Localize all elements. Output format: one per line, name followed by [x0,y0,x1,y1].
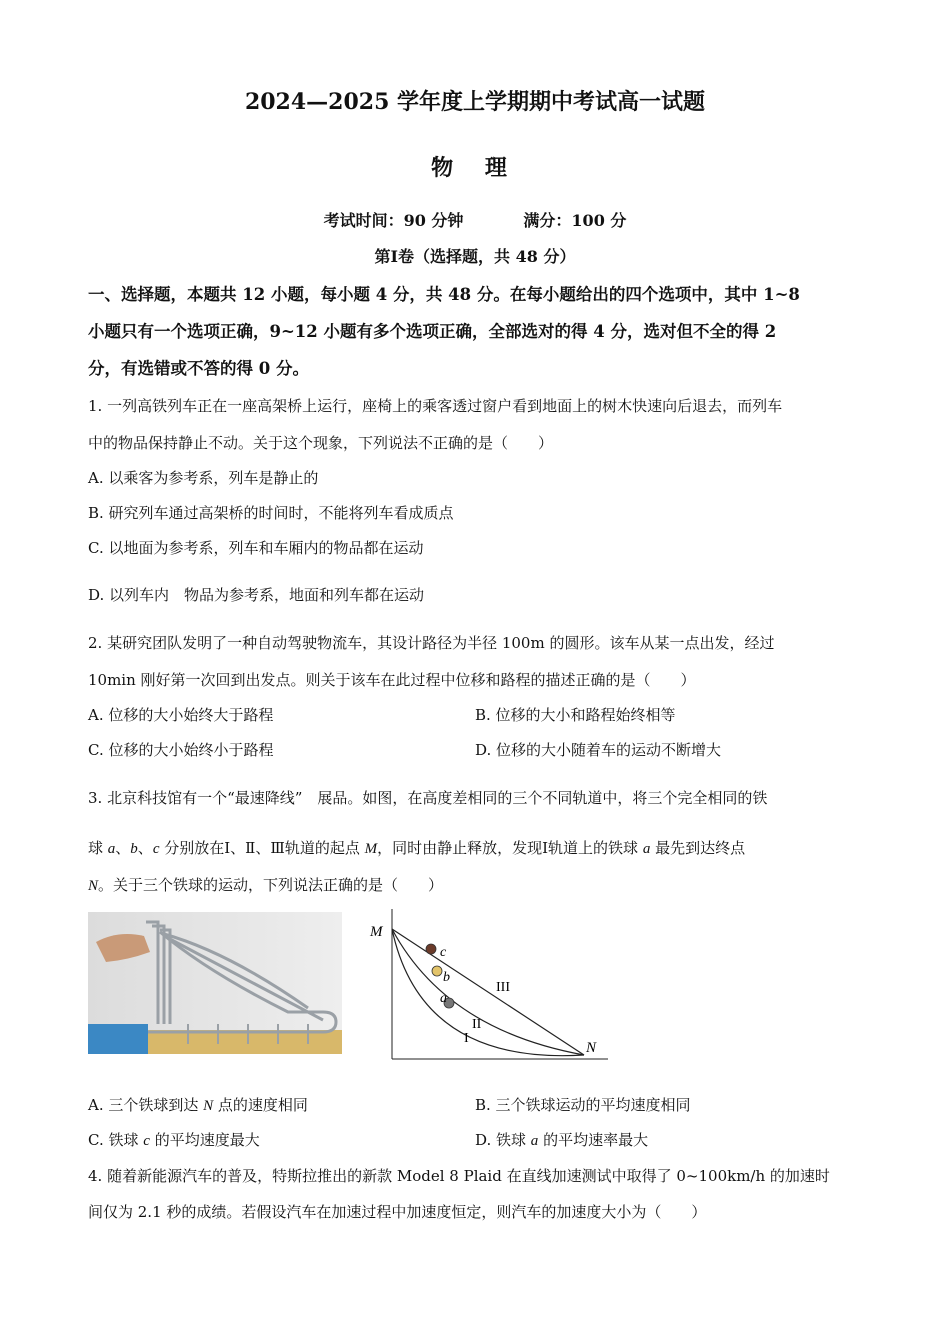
ball-c-label: c [152,841,160,857]
text-run: 、 [115,839,131,857]
volume-title: 第Ⅰ卷（选择题，共 48 分） [374,247,576,266]
text-run: 的平均速度最大 [149,1131,260,1149]
ball-b [432,966,442,976]
text-run: A. 三个铁球到达 [88,1096,204,1114]
q1-option-b: B. 研究列车通过高架桥的时间时，不能将列车看成质点 [88,504,454,522]
ball-a-label: a [530,1133,539,1149]
q3-stem-line3 [88,875,443,896]
text-run: 、 [137,839,153,857]
q1-stem-line2: 中的物品保持静止不动。关于这个现象，下列说法不正确的是（ ） [88,434,554,452]
q1-option-c: C. 以地面为参考系，列车和车厢内的物品都在运动 [88,539,424,557]
exam-info [0,211,950,231]
label-i: I [464,1031,469,1046]
section-instructions-line3: 分，有选错或不答的得 0 分。 [88,359,309,378]
text-run: C. 铁球 [88,1131,144,1149]
point-n-label: N [88,878,99,894]
text-run: ，同时由静止释放，发现Ⅰ轨道上的铁球 [377,839,643,857]
label-n: N [586,1040,597,1056]
q4-stem-line2: 间仅为 2.1 秒的成绩。若假设汽车在加速过程中加速度恒定，则汽车的加速度大小为（ ） [88,1203,707,1221]
q3-option-c [88,1130,260,1151]
q2-option-d: D. 位移的大小随着车的运动不断增大 [475,741,722,759]
ball-a-label: a [642,841,651,857]
ball-c [426,944,436,954]
section-instructions-line1: 一、选择题，本题共 12 小题，每小题 4 分，共 48 分。在每小题给出的四个选项中，其中 1~8 [88,285,800,304]
exam-title: 2024—2025 学年度上学期期中考试高一试题 [244,89,706,115]
q2-option-c: C. 位移的大小始终小于路程 [88,741,274,759]
track-iii [392,929,584,1055]
subject-title: 物 理 [431,155,519,181]
text-run: 点的速度相同 [213,1096,308,1114]
q4-stem-line1: 4. 随着新能源汽车的普及，特斯拉推出的新款 Model 8 Plaid 在直线加速测试中取得了 0~100km/h 的加速时 [88,1167,830,1185]
ball-b-label: b [130,841,138,857]
q2-option-b: B. 位移的大小和路程始终相等 [475,706,676,724]
q1-option-d: D. 以列车内 物品为参考系，地面和列车都在运动 [88,586,425,604]
section-instructions-line2: 小题只有一个选项正确，9~12 小题有多个选项正确，全部选对的得 4 分，选对但不全的得 2 [88,322,777,341]
q2-stem-line1: 2. 某研究团队发明了一种自动驾驶物流车，其设计路径为半径 100m 的圆形。该车从某一点出发，经过 [88,634,775,652]
text-run: 分别放在Ⅰ、Ⅱ、Ⅲ轨道的起点 [159,839,365,857]
ball-c-label: c [143,1133,150,1149]
q2-stem-line2: 10min 刚好第一次回到出发点。则关于该车在此过程中位移和路程的描述正确的是（ ） [88,671,696,689]
q1-option-a: A. 以乘客为参考系，列车是静止的 [88,469,319,487]
label-c: c [440,945,447,960]
label-ii: II [472,1017,482,1032]
text-run: 最先到达终点 [650,839,746,857]
point-m-label: M [364,841,378,857]
label-b: b [443,970,450,985]
label-a: a [440,991,447,1006]
q3-stem-line1: 3. 北京科技馆有一个“最速降线” 展品。如图，在高度差相同的三个不同轨道中，将三个完全相同的铁 [88,789,768,807]
exhibit-photo [88,912,342,1054]
q3-option-d [475,1130,648,1151]
q2-option-a: A. 位移的大小始终大于路程 [88,706,274,724]
q1-stem-line1: 1. 一列高铁列车正在一座高架桥上运行，座椅上的乘客透过窗户看到地面上的树木快速向后退去，而列车 [88,397,783,415]
q3-option-b: B. 三个铁球运动的平均速度相同 [475,1096,691,1114]
brachistochrone-diagram [366,905,612,1065]
text-run: 的平均速率最大 [538,1131,649,1149]
full-score: 满分：100 分 [523,211,627,230]
q3-option-a [88,1095,308,1116]
q3-stem-line2 [88,838,745,859]
label-m: M [370,924,383,940]
text-run: 球 [88,839,108,857]
exam-time: 考试时间：90 分钟 [323,211,464,230]
text-run: D. 铁球 [475,1131,531,1149]
label-iii: III [496,980,510,995]
ball-a-label: a [107,841,116,857]
text-run: 。关于三个铁球的运动，下列说法正确的是（ ） [98,876,444,894]
point-n-label: N [203,1098,214,1114]
